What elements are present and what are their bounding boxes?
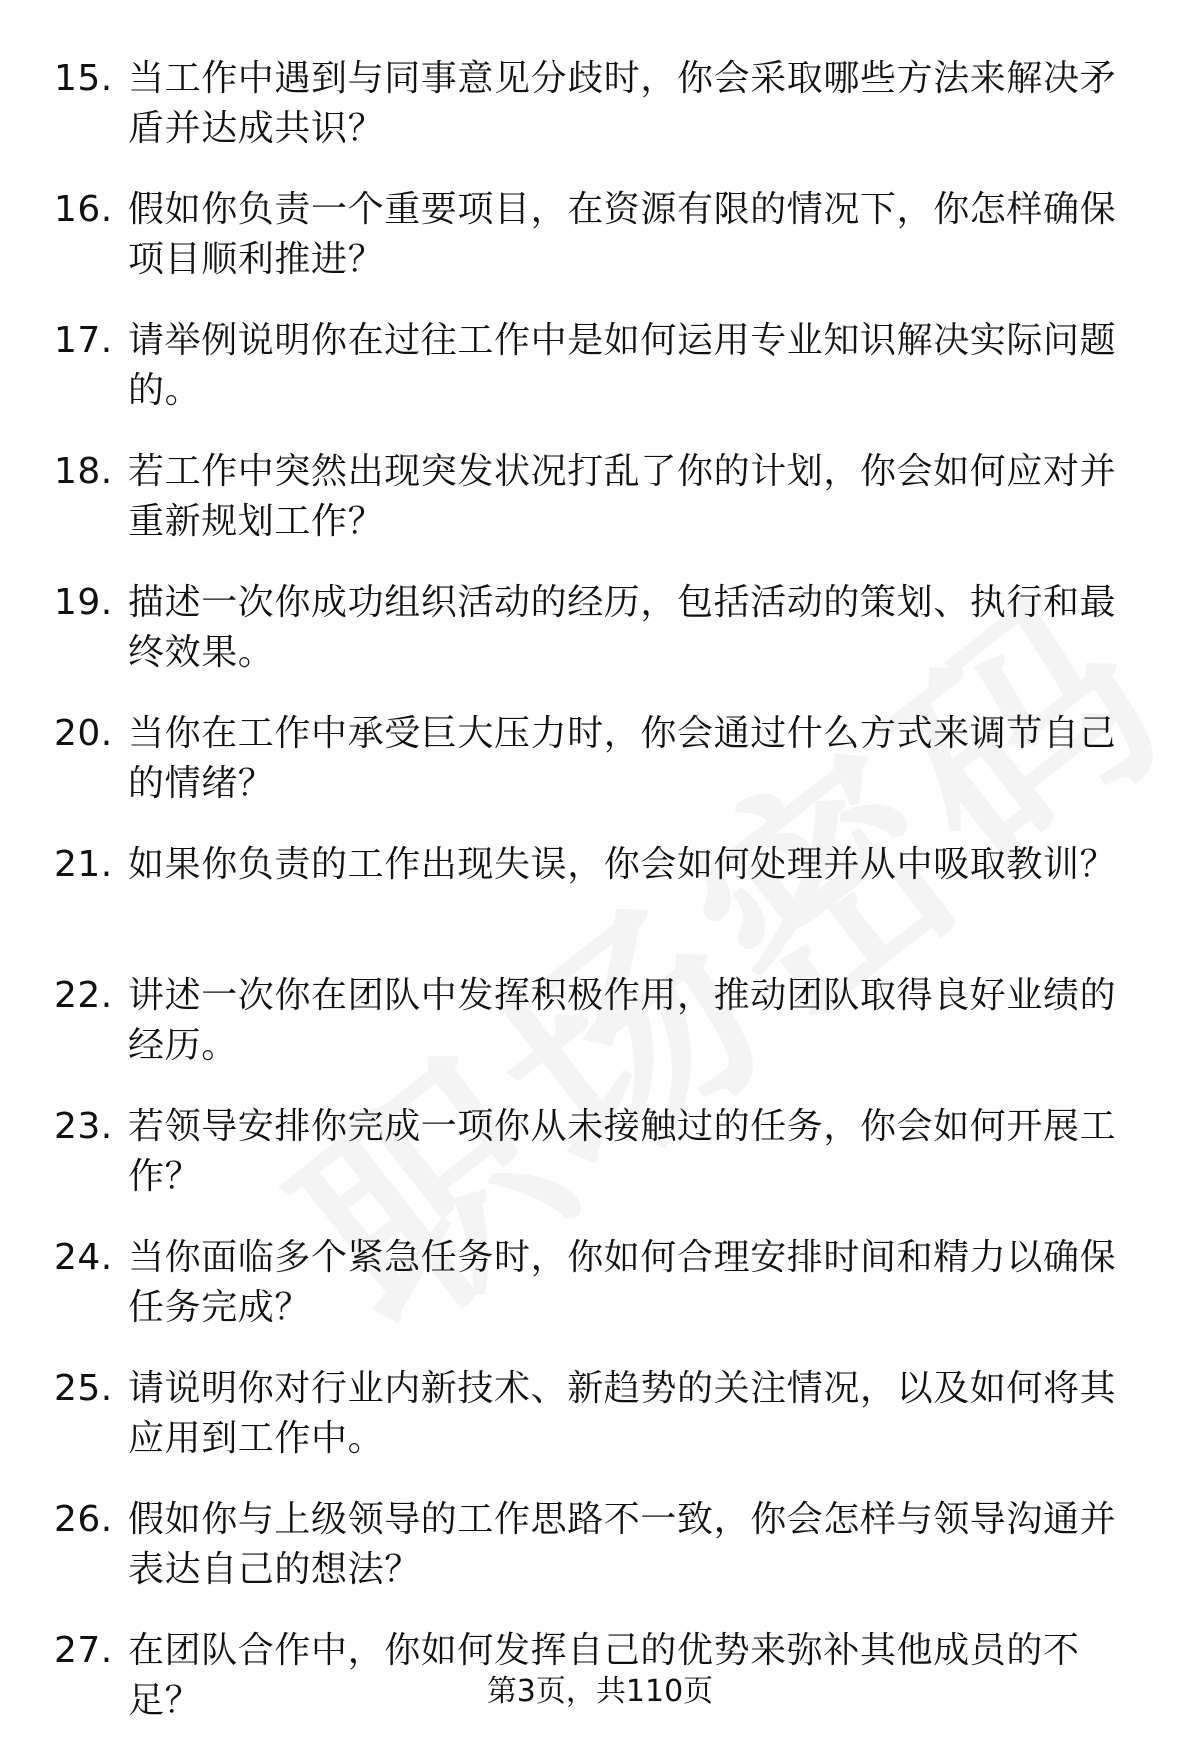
question-number: 15.: [54, 58, 113, 99]
question-item: [54, 54, 1144, 185]
question-item: [54, 578, 1144, 709]
question-number: 27.: [54, 1630, 113, 1671]
question-item: [54, 447, 1144, 578]
question-text: 如果你负责的工作出现失误，你会如何处理并从中吸取教训？: [128, 844, 1117, 885]
question-item: [54, 185, 1144, 316]
question-number: 16.: [54, 189, 113, 230]
question-item: [54, 1102, 1144, 1233]
question-text: 若工作中突然出现突发状况打乱了你的计划，你会如何应对并重新规划工作？: [128, 451, 1117, 542]
question-text: 当工作中遇到与同事意见分歧时，你会采取哪些方法来解决矛盾并达成共识？: [128, 58, 1117, 149]
question-list: [54, 54, 1144, 1757]
question-item: [54, 316, 1144, 447]
question-number: 22.: [54, 975, 113, 1016]
question-number: 21.: [54, 844, 113, 885]
question-text: 在团队合作中，你如何发挥自己的优势来弥补其他成员的不足？: [128, 1630, 1080, 1721]
question-text: 若领导安排你完成一项你从未接触过的任务，你会如何开展工作？: [128, 1106, 1117, 1197]
question-text: 当你面临多个紧急任务时，你如何合理安排时间和精力以确保任务完成？: [128, 1237, 1117, 1328]
question-text: 请说明你对行业内新技术、新趋势的关注情况，以及如何将其应用到工作中。: [128, 1368, 1117, 1459]
question-item: [54, 1364, 1144, 1495]
question-item: [54, 971, 1144, 1102]
question-number: 23.: [54, 1106, 113, 1147]
question-item: [54, 840, 1144, 971]
page-footer: [0, 1672, 1200, 1712]
page-number-label: 第3页，共110页: [486, 1674, 714, 1709]
question-text: 请举例说明你在过往工作中是如何运用专业知识解决实际问题的。: [128, 320, 1117, 411]
question-number: 26.: [54, 1499, 113, 1540]
question-text: 假如你与上级领导的工作思路不一致，你会怎样与领导沟通并表达自己的想法？: [128, 1499, 1117, 1590]
question-number: 19.: [54, 582, 113, 623]
question-text: 描述一次你成功组织活动的经历，包括活动的策划、执行和最终效果。: [128, 582, 1117, 673]
question-number: 17.: [54, 320, 113, 361]
question-number: 24.: [54, 1237, 113, 1278]
question-text: 假如你负责一个重要项目，在资源有限的情况下，你怎样确保项目顺利推进？: [128, 189, 1117, 280]
question-number: 18.: [54, 451, 113, 492]
question-text: 讲述一次你在团队中发挥积极作用，推动团队取得良好业绩的经历。: [128, 975, 1117, 1066]
question-item: [54, 1233, 1144, 1364]
question-item: [54, 1495, 1144, 1626]
question-text: 当你在工作中承受巨大压力时，你会通过什么方式来调节自己的情绪？: [128, 713, 1117, 804]
question-number: 25.: [54, 1368, 113, 1409]
question-number: 20.: [54, 713, 113, 754]
question-item: [54, 709, 1144, 840]
